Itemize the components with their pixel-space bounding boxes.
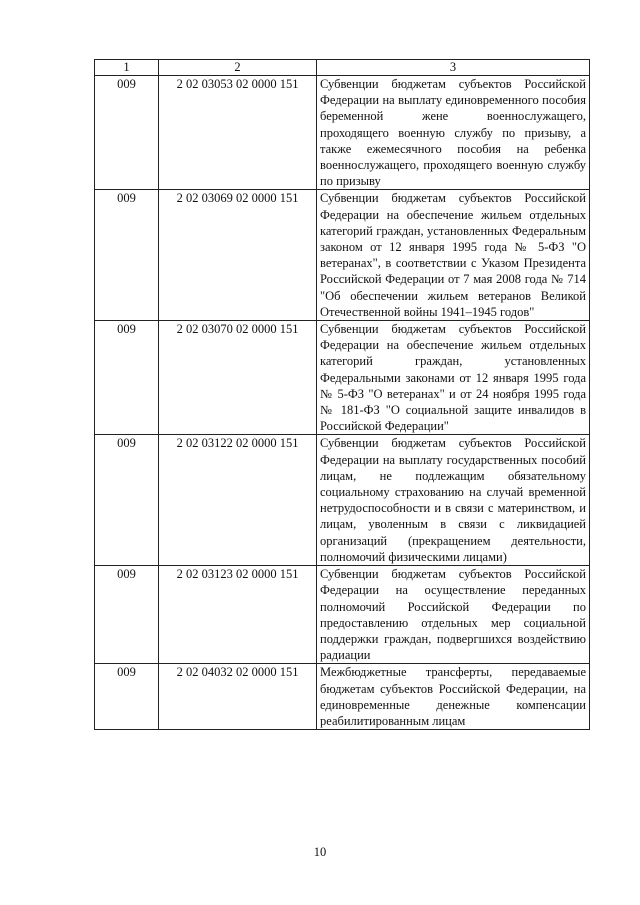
budget-classification-code-cell: 2 02 03122 02 0000 151 (159, 435, 317, 566)
revenue-description-cell: Субвенции бюджетам субъектов Российской Федерации на выплату государственных пособий лицам, не подлежащим обязательному социальному страхованию на случай временной нетрудоспособности и в связи с материнством, и лицам, уволенным в связи с ликвидацией организаций (прекращением деятельности, полномочий физическими лицами) (317, 435, 590, 566)
admin-code-cell: 009 (95, 435, 159, 566)
header-col-1: 1 (95, 60, 159, 76)
budget-classification-code-cell: 2 02 03123 02 0000 151 (159, 566, 317, 664)
budget-classification-code-cell: 2 02 03070 02 0000 151 (159, 321, 317, 435)
admin-code-cell: 009 (95, 190, 159, 321)
revenue-description-cell: Субвенции бюджетам субъектов Российской Федерации на осуществление переданных полномочий Российской Федерации по предоставлению отдельных мер социальной поддержки граждан, подвергшихся воздействию радиации (317, 566, 590, 664)
table-row (95, 76, 590, 190)
admin-code-cell: 009 (95, 76, 159, 190)
admin-code-cell: 009 (95, 664, 159, 730)
budget-classification-code-cell: 2 02 03069 02 0000 151 (159, 190, 317, 321)
revenue-description-cell: Межбюджетные трансферты, передаваемые бюджетам субъектов Российской Федерации, на единовременные денежные компенсации реабилитированным лицам (317, 664, 590, 730)
table-row (95, 566, 590, 664)
budget-classification-code-cell: 2 02 04032 02 0000 151 (159, 664, 317, 730)
admin-code-cell: 009 (95, 566, 159, 664)
table-row (95, 664, 590, 730)
page-number: 10 (313, 845, 327, 859)
table-header-row (95, 60, 590, 76)
revenue-description-cell: Субвенции бюджетам субъектов Российской Федерации на обеспечение жильем отдельных категорий граждан, установленных Федеральным законом от 12 января 1995 года № 5-ФЗ "О ветеранах", в соответствии с Указом Президента Российской Федерации от 7 мая 2008 года № 714 "Об обеспечении жильем ветеранов Великой Отечественной войны 1941–1945 годов" (317, 190, 590, 321)
revenue-description-cell: Субвенции бюджетам субъектов Российской Федерации на выплату единовременного пособия беременной жене военнослужащего, проходящего военную службу по призыву, а также ежемесячного пособия на ребенка военнослужащего, проходящего военную службу по призыву (317, 76, 590, 190)
budget-classification-code-cell: 2 02 03053 02 0000 151 (159, 76, 317, 190)
header-col-3: 3 (317, 60, 590, 76)
table-row (95, 190, 590, 321)
budget-codes-table (94, 59, 590, 730)
admin-code-cell: 009 (95, 321, 159, 435)
table-row (95, 435, 590, 566)
header-col-2: 2 (159, 60, 317, 76)
revenue-description-cell: Субвенции бюджетам субъектов Российской Федерации на обеспечение жильем отдельных категорий граждан, установленных Федеральными законами от 12 января 1995 года № 5-ФЗ "О ветеранах" и от 24 ноября 1995 года № 181-ФЗ "О социальной защите инвалидов в Российской Федерации" (317, 321, 590, 435)
table-row (95, 321, 590, 435)
